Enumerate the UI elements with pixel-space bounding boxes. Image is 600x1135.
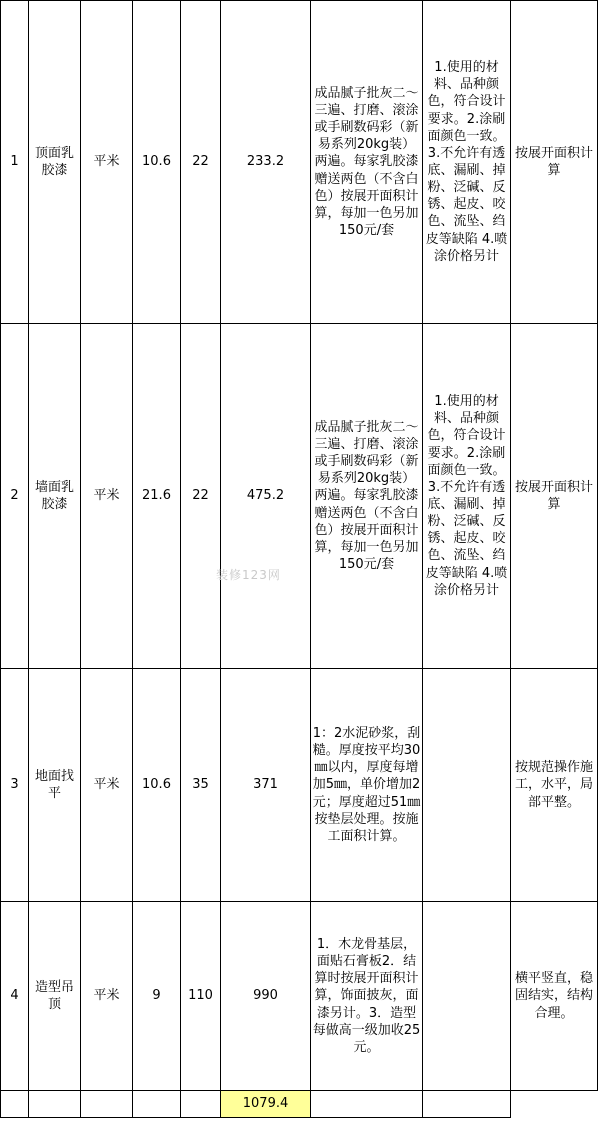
cell-item: 造型吊顶 bbox=[29, 902, 81, 1091]
cell-remark: 1.使用的材料、品种颜色，符合设计要求。2.涂刷面颜色一致。3.不允许有透底、漏刷、掉粉、泛碱、反锈、起皮、咬色、流坠、绉皮等缺陷 4.喷涂价格另计 bbox=[423, 324, 511, 669]
cell-total: 475.2 bbox=[221, 324, 311, 669]
cell-quantity: 21.6 bbox=[133, 324, 181, 669]
summary-spacer bbox=[29, 1091, 81, 1118]
cell-no: 3 bbox=[1, 669, 29, 902]
cell-remark bbox=[423, 902, 511, 1091]
cell-unit: 平米 bbox=[81, 324, 133, 669]
cell-total: 371 bbox=[221, 669, 311, 902]
cell-unit: 平米 bbox=[81, 669, 133, 902]
cell-item: 墙面乳胶漆 bbox=[29, 324, 81, 669]
summary-spacer bbox=[1, 1091, 29, 1118]
summary-total-value: 1079.4 bbox=[221, 1091, 311, 1118]
cell-description: 1：2水泥砂浆，刮糙。厚度按平均30㎜以内，厚度每增加5㎜，单价增加2元；厚度超过51㎜按垫层处理。按施工面积计算。 bbox=[311, 669, 423, 902]
cell-quantity: 9 bbox=[133, 902, 181, 1091]
summary-spacer bbox=[311, 1091, 423, 1118]
summary-spacer bbox=[81, 1091, 133, 1118]
cell-note: 按展开面积计算 bbox=[511, 1, 598, 324]
cell-price: 110 bbox=[181, 902, 221, 1091]
cell-total: 990 bbox=[221, 902, 311, 1091]
summary-spacer bbox=[181, 1091, 221, 1118]
cell-price: 22 bbox=[181, 324, 221, 669]
cell-no: 1 bbox=[1, 1, 29, 324]
cell-item: 顶面乳胶漆 bbox=[29, 1, 81, 324]
table-summary-row bbox=[1, 1091, 598, 1118]
cell-price: 35 bbox=[181, 669, 221, 902]
summary-spacer bbox=[423, 1091, 511, 1118]
cell-quantity: 10.6 bbox=[133, 1, 181, 324]
cell-item: 地面找平 bbox=[29, 669, 81, 902]
cell-total: 233.2 bbox=[221, 1, 311, 324]
cell-unit: 平米 bbox=[81, 1, 133, 324]
cell-remark bbox=[423, 669, 511, 902]
table-row bbox=[1, 1, 598, 324]
cell-unit: 平米 bbox=[81, 902, 133, 1091]
table-row bbox=[1, 324, 598, 669]
watermark: 装修123网 bbox=[216, 568, 281, 582]
table-row bbox=[1, 902, 598, 1091]
cell-no: 4 bbox=[1, 902, 29, 1091]
cell-description: 成品腻子批灰二～三遍、打磨、滚涂或手刷数码彩（新易系列20kg装）两遍。每家乳胶漆赠送两色（不含白色）按展开面积计算，每加一色另加150元/套 bbox=[311, 1, 423, 324]
cell-note: 按规范操作施工，水平，局部平整。 bbox=[511, 669, 598, 902]
table-row bbox=[1, 669, 598, 902]
cell-price: 22 bbox=[181, 1, 221, 324]
cell-description: 1．木龙骨基层，面贴石膏板2．结算时按展开面积计算，饰面披灰，面漆另计。3．造型每做高一级加收25元。 bbox=[311, 902, 423, 1091]
cell-description: 成品腻子批灰二～三遍、打磨、滚涂或手刷数码彩（新易系列20kg装）两遍。每家乳胶漆赠送两色（不含白色）按展开面积计算，每加一色另加150元/套 bbox=[311, 324, 423, 669]
cell-quantity: 10.6 bbox=[133, 669, 181, 902]
summary-spacer bbox=[133, 1091, 181, 1118]
cell-no: 2 bbox=[1, 324, 29, 669]
cell-note: 横平竖直，稳固结实，结构合理。 bbox=[511, 902, 598, 1091]
cell-remark: 1.使用的材料、品种颜色，符合设计要求。2.涂刷面颜色一致。3.不允许有透底、漏刷、掉粉、泛碱、反锈、起皮、咬色、流坠、绉皮等缺陷 4.喷涂价格另计 bbox=[423, 1, 511, 324]
cell-note: 按展开面积计算 bbox=[511, 324, 598, 669]
